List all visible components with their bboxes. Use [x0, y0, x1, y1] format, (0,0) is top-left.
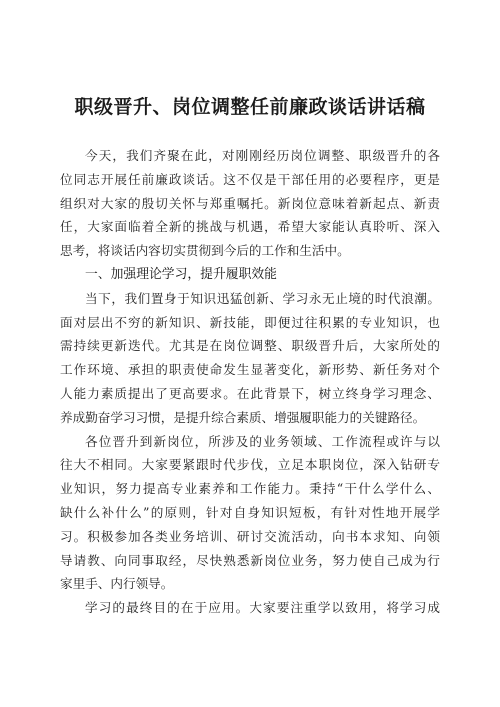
- paragraph-line: 习。积极参加各类业务培训、研讨交流活动，向书本求知、向领: [60, 528, 440, 544]
- paragraph-line: 工作环境、承担的职责使命发生显著变化，新形势、新任务对个: [60, 362, 440, 378]
- paragraph-line: 需持续更新迭代。尤其是在岗位调整、职级晋升后，大家所处的: [60, 338, 440, 354]
- paragraph-line: 业知识，努力提高专业素养和工作能力。秉持“干什么学什么、: [60, 481, 440, 497]
- paragraph-line: 当下，我们置身于知识迅猛创新、学习永无止境的时代浪潮。: [85, 290, 440, 306]
- paragraph-line: 思考，将谈话内容切实贯彻到今后的工作和生活中。: [60, 243, 350, 259]
- paragraph-line: 组织对大家的殷切关怀与郑重嘱托。新岗位意味着新起点、新责: [60, 195, 440, 211]
- paragraph-line: 各位晋升到新岗位，所涉及的业务领域、工作流程或许与以: [85, 433, 440, 449]
- paragraph-line: 今天，我们齐聚在此，对刚刚经历岗位调整、职级晋升的各: [85, 148, 440, 163]
- section-heading: 一、加强理论学习，提升履职效能: [85, 266, 277, 282]
- document-title: 职级晋升、岗位调整任前廉政谈话讲话稿: [74, 96, 426, 118]
- paragraph-line: 家里手、内行领导。: [60, 576, 174, 592]
- paragraph-line: 学习的最终目的在于应用。大家要注重学以致用，将学习成: [85, 600, 440, 616]
- paragraph-line: 面对层出不穷的新知识、新技能，即便过往积累的专业知识，也: [60, 314, 440, 330]
- paragraph-line: 任，大家面临着全新的挑战与机遇，希望大家能认真聆听、深入: [60, 219, 440, 235]
- paragraph-line: 位同志开展任前廉政谈话。这不仅是干部任用的必要程序，更是: [60, 171, 440, 187]
- document-body: [60, 144, 440, 620]
- paragraph-line: 缺什么补什么”的原则，针对自身知识短板，有针对性地开展学: [60, 504, 440, 520]
- paragraph-line: 养成勤奋学习习惯，是提升综合素质、增强履职能力的关键路径。: [60, 409, 426, 425]
- paragraph-line: 人能力素质提出了更高要求。在此背景下，树立终身学习理念、: [60, 385, 440, 401]
- paragraph-line: 导请教、向同事取经，尽快熟悉新岗位业务，努力使自己成为行: [60, 552, 440, 568]
- paragraph-line: 往大不相同。大家要紧跟时代步伐，立足本职岗位，深入钻研专: [60, 457, 440, 473]
